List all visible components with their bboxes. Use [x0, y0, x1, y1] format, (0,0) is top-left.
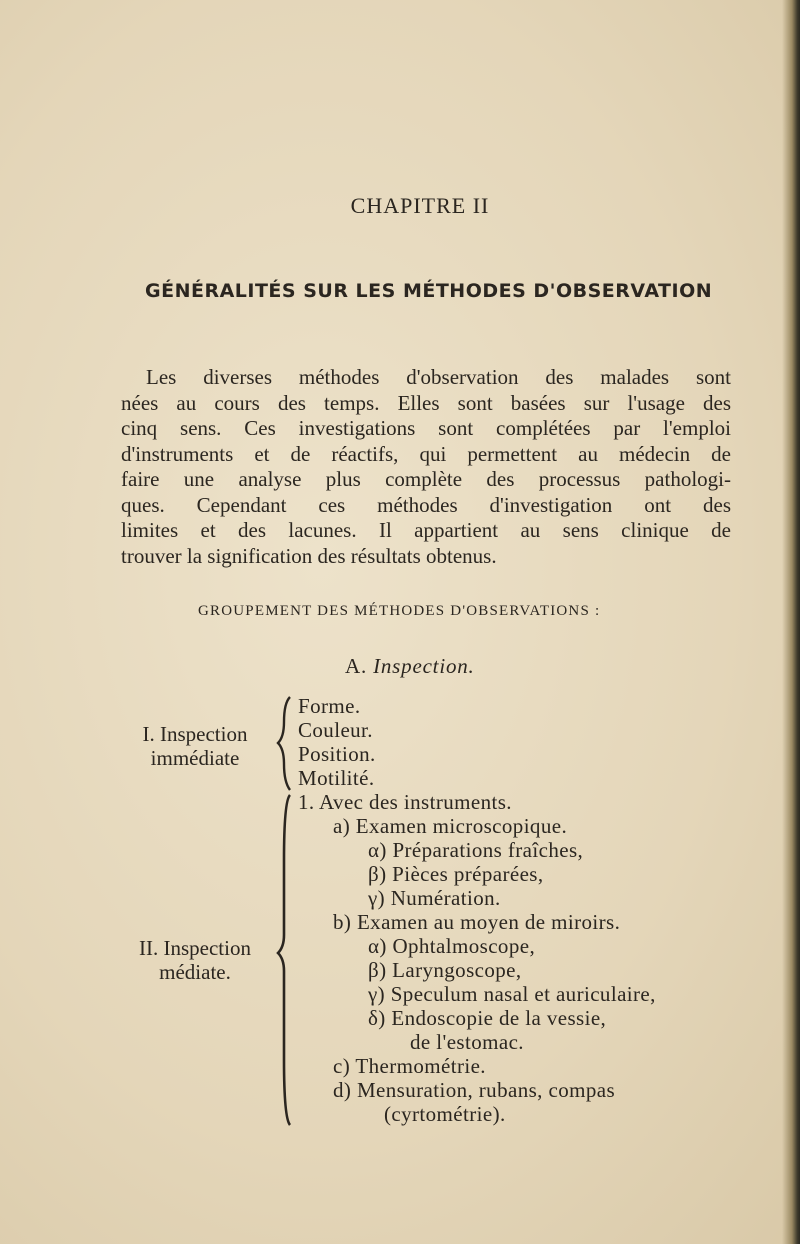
mediate-label-2: médiate. [159, 960, 231, 984]
list-item: b) Examen au moyen de miroirs. [333, 910, 621, 934]
list-item: Position. [298, 742, 376, 766]
immediate-label-1: I. Inspection [142, 722, 248, 746]
list-item: β) Pièces préparées, [368, 862, 544, 886]
section-name: Inspection. [373, 654, 475, 678]
list-item: d) Mensuration, rubans, compas [333, 1078, 616, 1102]
list-item: a) Examen microscopique. [333, 814, 568, 838]
paragraph-line: limites et des lacunes. Il appartient au sens clinique de [121, 518, 731, 542]
section-letter: A. [345, 654, 368, 678]
list-item: Couleur. [298, 718, 373, 742]
paragraph-line: ques. Cependant ces méthodes d'investigation ont des [121, 492, 731, 517]
list-item: 1. Avec des instruments. [298, 790, 512, 814]
paragraph-line: Les diverses méthodes d'observation des malades sont [146, 365, 731, 389]
paragraph-line: d'instruments et de réactifs, qui permettent au médecin de [121, 441, 731, 466]
list-item: δ) Endoscopie de la vessie, [368, 1006, 607, 1030]
list-item: β) Laryngoscope, [368, 958, 522, 982]
list-item: Motilité. [298, 766, 375, 790]
brace-mediate [278, 795, 290, 1125]
mediate-label-1: II. Inspection [139, 936, 251, 960]
group-title: GROUPEMENT DES MÉTHODES D'OBSERVATIONS : [198, 603, 601, 619]
paragraph-line: faire une analyse plus complète des processus pathologi- [121, 467, 731, 491]
paragraph-line: cinq sens. Ces investigations sont complétées par l'emploi [121, 416, 731, 440]
paragraph-line: nées au cours des temps. Elles sont basées sur l'usage des [121, 390, 731, 415]
paragraph-line: trouver la signification des résultats obtenus. [121, 543, 497, 568]
list-item: α) Préparations fraîches, [368, 838, 584, 862]
list-item: c) Thermométrie. [333, 1054, 486, 1078]
list-item: α) Ophtalmoscope, [368, 934, 536, 958]
list-item: Forme. [298, 694, 361, 718]
chapter-title: CHAPITRE II [350, 193, 490, 218]
list-item: (cyrtométrie). [384, 1102, 506, 1126]
list-item: γ) Speculum nasal et auriculaire, [368, 982, 656, 1006]
immediate-label-2: immédiate [150, 746, 240, 770]
list-item: de l'estomac. [410, 1030, 524, 1054]
brace-immediate [278, 697, 290, 790]
section-heading: GÉNÉRALITÉS SUR LES MÉTHODES D'OBSERVATION [145, 280, 713, 302]
list-item: γ) Numération. [368, 886, 501, 910]
